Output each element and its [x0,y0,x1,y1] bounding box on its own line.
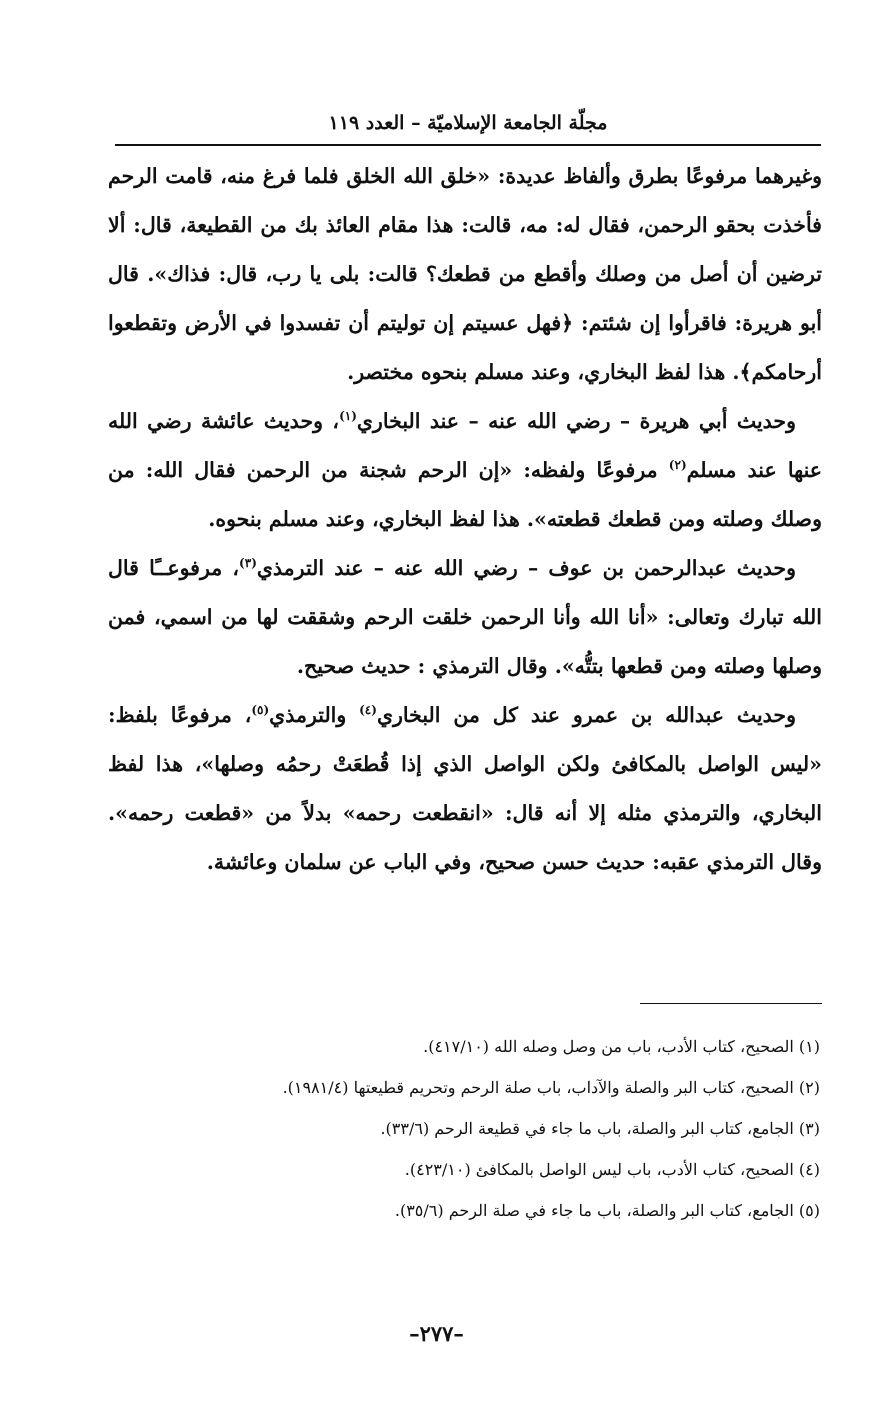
main-text [108,152,822,887]
footnote-ref-5[interactable]: (٥) [251,703,270,718]
paragraph-2-text-c: مرفوعًا ولفظه: «إن الرحم شجنة من الرحمن فقال الله: من وصلك وصلته ومن قطعك قطعته». هذا لفظ البخاري، وعند مسلم بنحوه. [108,458,822,531]
footnote-2: (٢) الصحيح، كتاب البر والصلة والآداب، باب صلة الرحم وتحريم قطيعتها (١٩٨١/٤). [282,1078,820,1097]
paragraph-3-text-a: وحديث عبدالرحمن بن عوف – رضي الله عنه – عند الترمذي [256,556,796,580]
paragraph-2-text-a: وحديث أبي هريرة – رضي الله عنه – عند البخاري [356,409,796,433]
paragraph-4-text-b: والترمذي [269,703,360,727]
page-number: –٢٧٧– [409,1321,464,1346]
footnote-5: (٥) الجامع، كتاب البر والصلة، باب ما جاء في صلة الرحم (٣٥/٦). [394,1201,820,1220]
footnote-3: (٣) الجامع، كتاب البر والصلة، باب ما جاء في قطيعة الرحم (٣٣/٦). [380,1119,820,1138]
paragraph-2 [108,397,822,544]
paragraph-4-text-c: ، مرفوعًا بلفظ: «ليس الواصل بالمكافئ ولكن الواصل الذي إذا قُطعَتْ رحمُه وصلها»، هذا لفظ البخاري، والترمذي مثله إلا أنه قال: «انقطعت رحمه» بدلاً من «قطعت رحمه». وقال الترمذي عقبه: حديث حسن صحيح، وفي الباب عن سلمان وعائشة. [108,703,822,874]
running-header: مجلّة الجامعة الإسلاميّة – العدد ١١٩ [328,112,608,134]
footnote-divider [640,1003,822,1004]
paragraph-1: وغيرهما مرفوعًا بطرق وألفاظ عديدة: «خلق الله الخلق فلما فرغ منه، قامت الرحم فأخذت بحقو الرحمن، فقال له: مه، قالت: هذا مقام العائذ بك من القطيعة، قال: ألا ترضين أن أصل من وصلك وأقطع من قطعك؟ قالت: بلى يا رب، قال: فذاك». قال أبو هريرة: فاقرأوا إن شئتم: ﴿فهل عسيتم إن توليتم أن تفسدوا في الأرض وتقطعوا أرحامكم﴾. هذا لفظ البخاري، وعند مسلم بنحوه مختصر. [108,164,822,384]
footnotes [108,1026,820,1231]
header-divider [115,144,821,146]
paragraph-3 [108,544,822,691]
footnote-ref-3[interactable]: (٣) [239,556,257,571]
paragraph-2-text-b: ، وحديث عائشة رضي الله عنها عند مسلم [108,409,822,482]
paragraph-3-text-b: ، مرفوعــًا قال الله تبارك وتعالى: «أنا الله وأنا الرحمن خلقت الرحم وشققت لها من اسمي، فمن وصلها وصلته ومن قطعها بتتُّه». وقال الترمذي : حديث صحيح. [108,556,822,678]
paragraph-4 [108,691,822,887]
footnote-ref-2[interactable]: (٢) [668,458,687,473]
footnote-1: (١) الصحيح، كتاب الأدب، باب من وصل وصله الله (٤١٧/١٠). [423,1037,820,1056]
paragraph-4-text-a: وحديث عبدالله بن عمرو عند كل من البخاري [376,703,796,727]
footnote-4: (٤) الصحيح، كتاب الأدب، باب ليس الواصل بالمكافئ (٤٢٣/١٠). [404,1160,820,1179]
footnote-ref-1[interactable]: (١) [339,409,357,424]
footnote-ref-4[interactable]: (٤) [359,703,377,718]
